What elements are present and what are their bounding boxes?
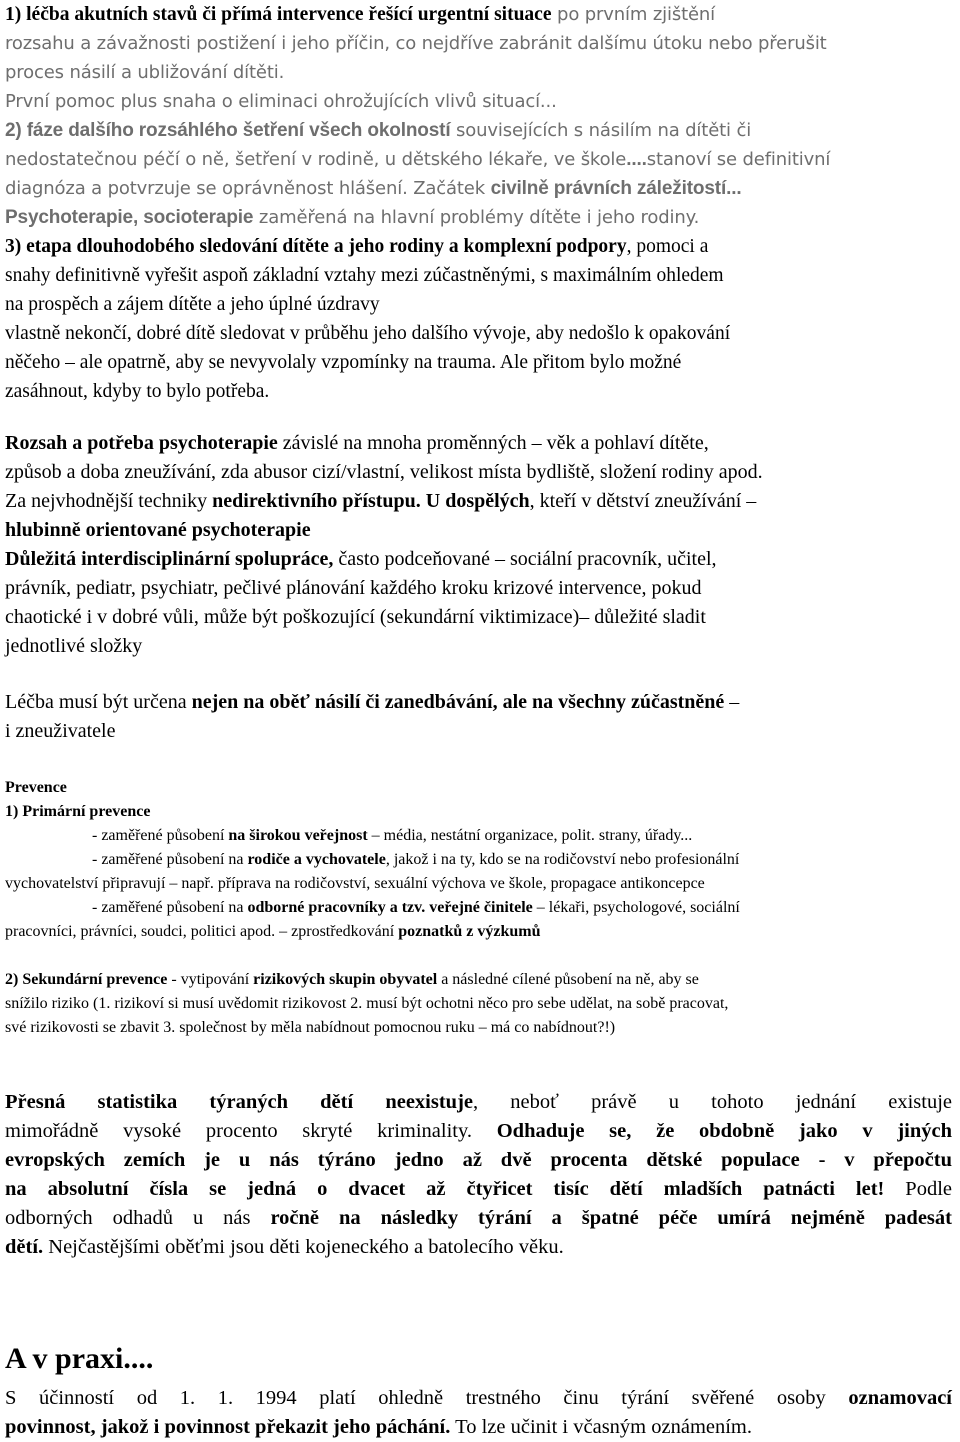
line: chaotické i v dobré vůli, může být poškozující (sekundární viktimizace)– důležité sladit (5, 606, 706, 628)
line (5, 1233, 952, 1262)
line (5, 1175, 952, 1204)
list-item (5, 824, 952, 848)
line (5, 1204, 952, 1233)
statistics-paragraph (5, 1088, 952, 1262)
text: často podceňované – sociální pracovník, učitel, (333, 548, 717, 570)
text: pracovníci, právníci, soudci, politici apod. – zprostředkování (5, 923, 399, 940)
line: jednotlivé složky (5, 635, 143, 657)
text: Rozsah a potřeba psychoterapie (5, 432, 278, 454)
line: rozsahu a závažnosti postižení i jeho příčin, co nejdříve zabránit dalšímu útoku nebo přerušit (5, 33, 827, 54)
text: S účinností od 1. 1. 1994 platí ohledně trestného činu týrání svěřené osoby (5, 1387, 849, 1409)
text: hlubinně orientované psychoterapie (5, 519, 311, 541)
text: dětí. (5, 1236, 44, 1258)
prevention-heading: Prevence (5, 779, 67, 796)
text: Důležitá interdisciplinární spolupráce, (5, 548, 334, 570)
text: - zaměřené působení na (92, 899, 248, 916)
text: - zaměřené působení (92, 827, 229, 844)
text: rizikových skupin obyvatel (253, 971, 438, 988)
treatment-target-section (5, 688, 952, 746)
practice-heading: A v praxi.... (5, 1342, 154, 1375)
text: stanoví se definitivní (646, 149, 831, 170)
text: nedostatečnou péčí o ně, šetření v rodině, u dětského lékaře, ve škole (5, 149, 627, 170)
text: diagnóza a potvrzuje se oprávněnost hlášení. Začátek (5, 178, 491, 199)
text: oznamovací (848, 1387, 952, 1409)
line: něčeho – ale opatrně, aby se nevyvolaly vzpomínky na trauma. Ale přitom bylo možné (5, 352, 682, 373)
line (5, 1384, 952, 1413)
prevention-section (5, 776, 952, 944)
text: závislé na mnoha proměnných – věk a pohlaví dítěte, (277, 432, 709, 454)
text: Léčba musí být určena (5, 691, 192, 713)
psychotherapy-section (5, 429, 952, 661)
text: na absolutní čísla se jedná o dvacet až čtyřicet tisíc dětí mladších patnácti let! (5, 1178, 885, 1200)
line (5, 174, 952, 203)
primary-prevention-heading: 1) Primární prevence (5, 803, 151, 820)
text: - vytipování (167, 971, 254, 988)
text: Za nejvhodnější techniky (5, 490, 213, 512)
phase1-heading: 1) léčba akutních stavů či přímá intervence řešící urgentní situace (5, 4, 552, 25)
text: – média, nestátní organizace, polit. strany, úřady... (367, 827, 693, 844)
line (5, 116, 952, 145)
line (5, 920, 952, 944)
line: na prospěch a zájem dítěte a jeho úplné úzdravy (5, 294, 380, 315)
secondary-prevention-heading: 2) Sekundární prevence (5, 971, 168, 988)
text: , kteří v dětství zneužívání – (529, 490, 757, 512)
line (5, 0, 952, 29)
text: nedirektivního přístupu. (212, 490, 421, 512)
list-item (5, 896, 952, 920)
text: – (724, 691, 740, 713)
text: U dospělých (425, 490, 530, 512)
text: rodiče a vychovatele (247, 851, 386, 868)
line: proces násilí a ubližování dítěti. (5, 62, 285, 83)
text: odborných odhadů u nás (5, 1207, 271, 1229)
text: , pomoci a (626, 236, 709, 257)
line (5, 203, 952, 232)
text: na širokou veřejnost (228, 827, 368, 844)
list-item (5, 848, 952, 872)
line: První pomoc plus snaha o eliminaci ohrožujících vlivů situací... (5, 91, 557, 112)
line (5, 1117, 952, 1146)
text: Podle (884, 1178, 952, 1200)
text: odborné pracovníky a tzv. veřejné činitele (247, 899, 533, 916)
treatment-phases-section (5, 0, 952, 406)
line: své rizikovosti se zbavit 3. společnost by měla nabídnout pomocnou ruku – má co nabídnout?!) (5, 1019, 616, 1036)
line (5, 688, 952, 717)
text: souvisejících s násilím na dítěti či (450, 120, 752, 141)
text: nejen na oběť násilí či zanedbávání, ale na všechny zúčastněné (191, 691, 725, 713)
text: zaměřená na hlavní problémy dítěte i jeho rodiny. (253, 207, 700, 228)
text: Odhaduje se, že obdobně jako v jiných (496, 1120, 953, 1142)
line (5, 487, 952, 516)
line (5, 145, 952, 174)
secondary-prevention (5, 968, 952, 1040)
text: ... (726, 178, 742, 199)
text: povinnost, jakož i povinnost překazit jeho páchání. (5, 1416, 451, 1438)
text: mimořádně vysoké procento skryté kriminality. (5, 1120, 497, 1142)
text: - zaměřené působení na (92, 851, 248, 868)
text: a následné cílené působení na ně, aby se (437, 971, 699, 988)
line (5, 545, 952, 574)
line (5, 516, 952, 545)
line (5, 800, 952, 824)
line (5, 429, 952, 458)
line (5, 1146, 952, 1175)
text: evropských zemích je u nás týráno jedno až dvě procenta dětské populace - v přepočtu (5, 1149, 952, 1171)
line: vlastně nekončí, dobré dítě sledovat v průběhu jeho dalšího vývoje, aby nedošlo k opakování (5, 323, 731, 344)
text: civilně právních záležitostí (490, 178, 727, 199)
text: Nejčastějšími oběťmi jsou děti kojeneckého a batolecího věku. (43, 1236, 564, 1258)
text: poznatků z výzkumů (398, 923, 541, 940)
line (5, 1088, 952, 1117)
line: snížilo riziko (1. rizikoví si musí uvědomit rizikovost 2. musí být ochotni něco pro sebe udělat, na sobě pracovat, (5, 995, 729, 1012)
line (5, 1413, 952, 1442)
line: snahy definitivně vyřešit aspoň základní vztahy mezi zúčastněnými, s maximálním ohledem (5, 265, 724, 286)
text: To lze učinit i včasným oznámením. (450, 1416, 752, 1438)
line (5, 776, 952, 800)
line (5, 968, 952, 992)
line: zasáhnout, kdyby to bylo potřeba. (5, 381, 270, 402)
line (5, 232, 952, 261)
text: – lékaři, psychologové, sociální (532, 899, 740, 916)
phase2-heading: 2) fáze dalšího rozsáhlého šetření všech okolností (5, 120, 451, 141)
line: způsob a doba zneužívání, zda abusor cizí/vlastní, velikost místa bydliště, složení rodiny apod. (5, 461, 763, 483)
text: po prvním zjištění (551, 4, 716, 25)
text: Psychoterapie, socioterapie (5, 207, 254, 228)
text: ročně na následky týrání a špatné péče umírá nejméně padesát (270, 1207, 952, 1229)
text: Přesná statistika týraných dětí neexistuje (5, 1091, 474, 1113)
line: vychovatelství připravují – např. příprava na rodičovství, sexuální výchova ve škole, propagace antikoncepce (5, 875, 705, 892)
line: právník, pediatr, psychiatr, pečlivé plánování každého kroku krizové intervence, pokud (5, 577, 702, 599)
text: , neboť právě u tohoto jednání existuje (473, 1091, 952, 1113)
practice-paragraph (5, 1384, 952, 1442)
text: .... (626, 149, 647, 170)
text: , jakož i na ty, kdo se na rodičovství nebo profesionální (385, 851, 740, 868)
line: i zneuživatele (5, 720, 116, 742)
phase3-heading: 3) etapa dlouhodobého sledování dítěte a jeho rodiny a komplexní podpory (5, 236, 627, 257)
